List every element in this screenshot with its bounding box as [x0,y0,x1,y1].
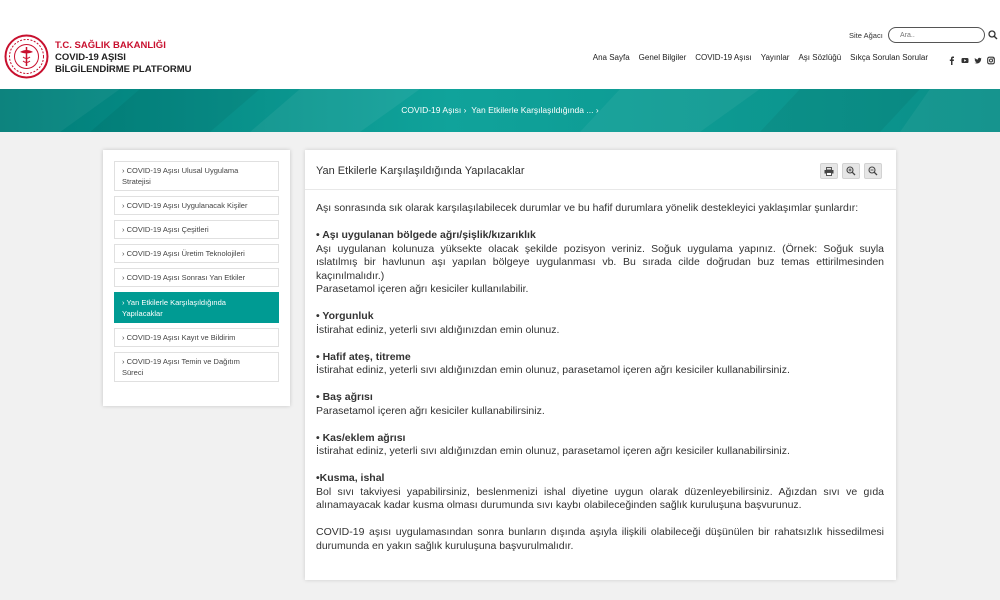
sidebar-item-label: › Yan Etkilerle Karşılaşıldığında [122,297,226,307]
ministry-logo-icon[interactable] [4,34,49,79]
instagram-icon[interactable] [987,52,995,61]
section-text: İstirahat ediniz, yeterli sıvı aldığınızdan emin olunuz. [316,323,560,336]
print-button[interactable] [820,163,838,179]
breadcrumb-separator: › [595,105,599,115]
sidebar-item-label: › COVID-19 Aşısı Üretim Teknolojileri [122,249,245,258]
sidebar-item-registration[interactable] [114,328,279,347]
logo-platform-name: COVID-19 AŞISI [55,52,126,63]
sidebar-item-label: › COVID-19 Aşısı Uygulanacak Kişiler [122,201,248,210]
site-header [0,0,1000,89]
search-input[interactable] [888,27,985,43]
section-text: İstirahat ediniz, yeterli sıvı aldığınızdan emin olunuz, parasetamol içeren ağrı kesiciler kullanabilirsiniz. [316,445,790,457]
breadcrumb [0,105,1000,115]
section-text: Parasetamol içeren ağrı kesiciler kullanabilirsiniz. [316,404,545,417]
logo-text[interactable] [55,40,192,76]
sidebar-menu [103,150,290,406]
site-map-link[interactable]: Site Ağacı [849,31,883,40]
sidebar-item-target-persons[interactable] [114,196,279,215]
page-banner [0,89,1000,132]
youtube-icon[interactable] [961,52,969,61]
social-links [948,52,995,61]
section-text: Bol sıvı takviyesi yapabilirsiniz, beslenmenizi ishal diyetine uygun olarak düzenleyebilirsiniz. Ağızdan sıvı ve gıda alınamayacak kadar kusma olması durumunda sıvı kaybı olabileceğinden sağlık kuruluşuna başvurunuz. [316,485,884,511]
sidebar-item-side-effects[interactable] [114,268,279,287]
content-toolbar [820,163,882,179]
sidebar-item-label: › COVID-19 Aşısı Temin ve Dağıtım [122,357,240,366]
intro-paragraph: Aşı sonrasında sık olarak karşılaşılabilecek durumlar ve bu hafif durumlara yönelik destekleyici yaklaşımlar şunlardır: [316,202,859,214]
section-heading: • Aşı uygulanan bölgede ağrı/şişlik/kızarıklık [316,229,536,241]
sidebar-item-label: Süreci [122,368,144,377]
title-divider [305,189,896,190]
zoom-in-button[interactable] [842,163,860,179]
nav-general-info[interactable]: Genel Bilgiler [638,53,687,62]
sidebar-item-label: › COVID-19 Aşısı Çeşitleri [122,225,209,234]
section-heading: • Hafif ateş, titreme [316,350,411,363]
content-card [305,150,896,580]
sidebar-item-national-strategy[interactable] [114,161,279,191]
twitter-icon[interactable] [974,52,982,61]
section-heading: • Yorgunluk [316,310,374,322]
section-heading: • Kas/eklem ağrısı [316,431,406,444]
nav-covid-vaccine[interactable]: COVID-19 Aşısı [695,53,752,62]
search-icon[interactable] [987,29,999,41]
sidebar-item-vaccine-types[interactable] [114,220,279,239]
page-title: Yan Etkilerle Karşılaşıldığında Yapılacaklar [316,165,525,177]
section-text: Parasetamol içeren ağrı kesiciler kullanılabilir. [316,283,529,295]
sidebar-item-label: › COVID-19 Aşısı Kayıt ve Bildirim [122,333,236,342]
print-icon [824,167,834,176]
logo-ministry-name: T.C. SAĞLIK BAKANLIĞI [55,40,166,51]
section-heading: •Kusma, ishal [316,472,385,484]
breadcrumb-separator: › [463,105,467,115]
breadcrumb-item-current[interactable]: Yan Etkilerle Karşılaşıldığında ... [471,105,594,115]
sidebar-item-production-tech[interactable] [114,244,279,263]
sidebar-item-label: Yapılacaklar [122,308,163,318]
nav-home[interactable]: Ana Sayfa [592,53,630,62]
nav-publications[interactable]: Yayınlar [760,53,790,62]
sidebar-item-label: Stratejisi [122,177,151,186]
sidebar-item-what-to-do[interactable] [114,292,279,323]
zoom-out-icon [868,166,878,176]
nav-faq[interactable]: Sıkça Sorulan Sorular [850,53,928,62]
sidebar-item-label: › COVID-19 Aşısı Ulusal Uygulama [122,166,239,175]
zoom-out-button[interactable] [864,163,882,179]
sidebar-item-supply[interactable] [114,352,279,382]
sidebar-item-label: › COVID-19 Aşısı Sonrası Yan Etkiler [122,273,246,282]
section-text: İstirahat ediniz, yeterli sıvı aldığınızdan emin olunuz, parasetamol içeren ağrı kesiciler kullanabilirsiniz. [316,364,790,376]
logo-platform-subtitle: BİLGİLENDİRME PLATFORMU [55,64,192,75]
nav-vaccine-glossary[interactable]: Aşı Sözlüğü [798,53,842,62]
closing-paragraph: COVID-19 aşısı uygulamasından sonra bunların dışında aşıyla ilişkili olabileceği düşünülen bir rahatsızlık hissedilmesi durumunda en yakın sağlık kuruluşuna başvurulmalıdır. [316,526,884,552]
main-nav [593,53,928,62]
section-heading: • Baş ağrısı [316,391,373,403]
zoom-in-icon [846,166,856,176]
section-text: Aşı uygulanan kolunuza yüksekte olacak şekilde pozisyon veriniz. Soğuk uygulama yapınız. (Örnek: Soğuk suyla ıslatılmış bir havlunun aşı yapılan bölgeye uygulanması vb. Bu sırada cilde doğrudan buz temas ettirilmesinden kaçınılmalıdır.) [316,242,884,282]
breadcrumb-item-covid-vaccine[interactable]: COVID-19 Aşısı [401,105,462,115]
facebook-icon[interactable] [948,52,956,61]
article-body [316,202,884,553]
